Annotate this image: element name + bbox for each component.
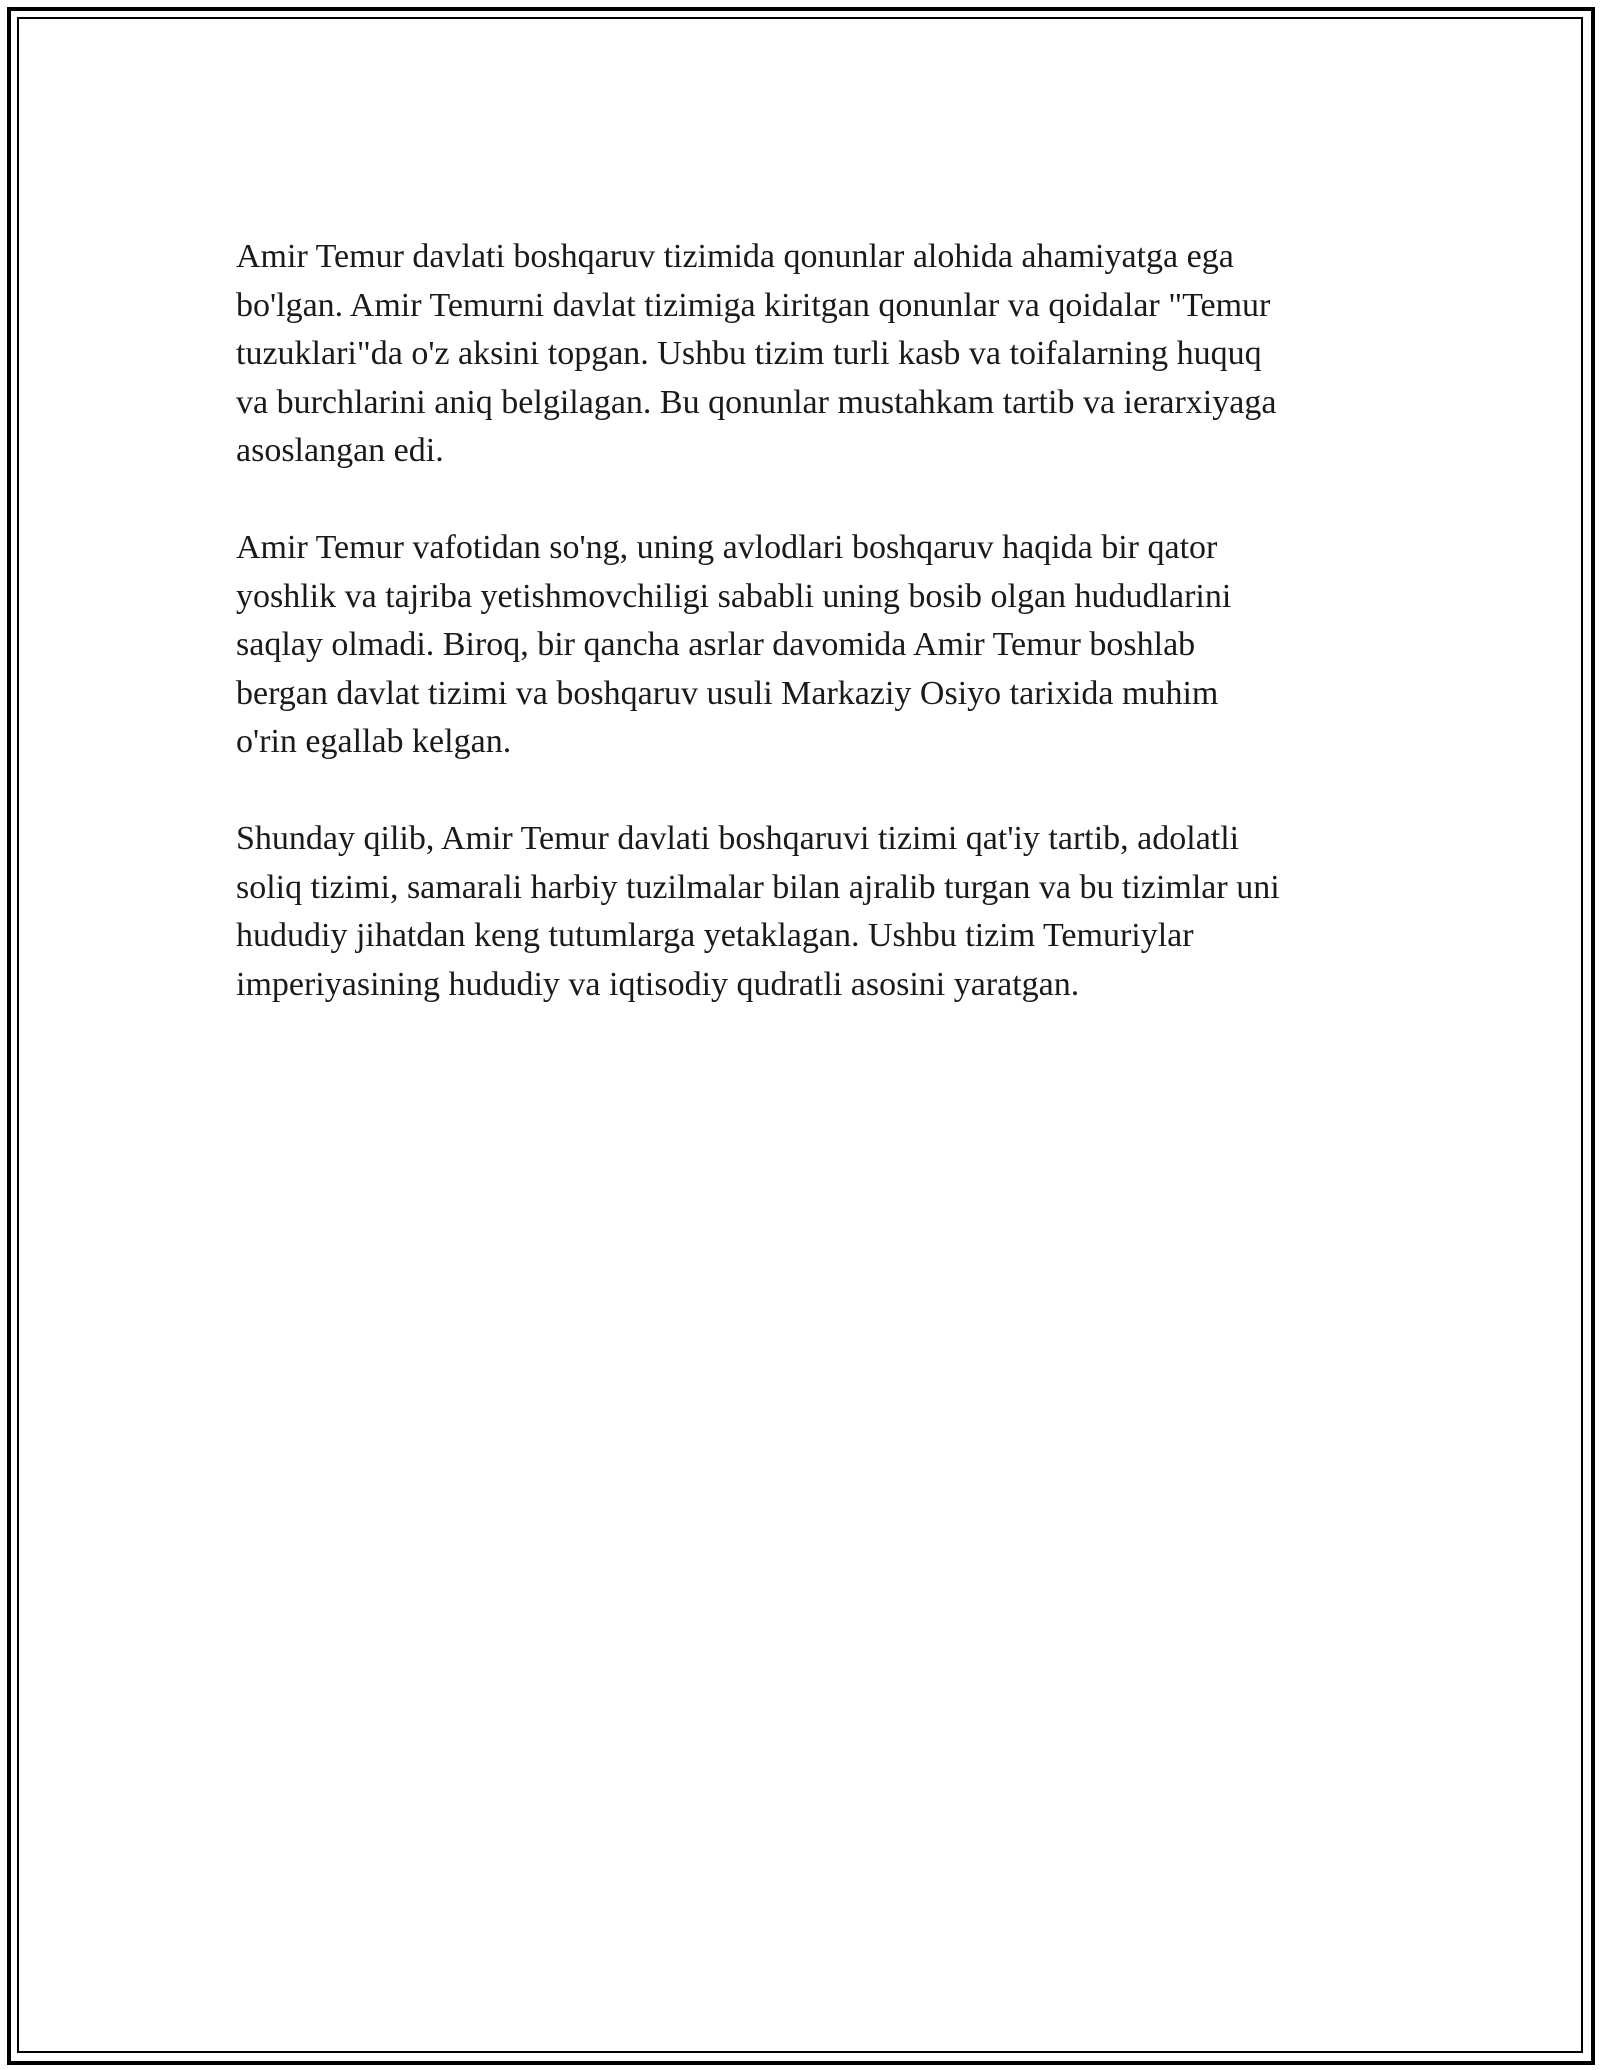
text-line: imperiyasining hududiy va iqtisodiy qudratli asosini yaratgan.	[236, 965, 1080, 1003]
paragraph-3	[236, 815, 1406, 1009]
paragraph-1	[236, 233, 1406, 476]
text-line: Amir Temur vafotidan so'ng, uning avlodlari boshqaruv haqida bir qator	[236, 529, 1218, 566]
text-line: tuzuklari"da o'z aksini topgan. Ushbu tizim turli kasb va toifalarning huquq	[236, 335, 1262, 372]
text-line: soliq tizimi, samarali harbiy tuzilmalar bilan ajralib turgan va bu tizimlar uni	[236, 868, 1280, 906]
text-line: va burchlarini aniq belgilagan. Bu qonunlar mustahkam tartib va ierarxiyaga	[236, 383, 1277, 421]
text-line: Shunday qilib, Amir Temur davlati boshqaruvi tizimi qat'iy tartib, adolatli	[236, 820, 1240, 857]
text-line: o'rin egallab kelgan.	[236, 723, 512, 760]
text-line: Amir Temur davlati boshqaruv tizimida qonunlar alohida ahamiyatga ega	[236, 238, 1234, 275]
text-line: saqlay olmadi. Biroq, bir qancha asrlar davomida Amir Temur boshlab	[236, 626, 1196, 663]
text-line: bergan davlat tizimi va boshqaruv usuli Markaziy Osiyo tarixida muhim	[236, 674, 1219, 712]
document-body	[236, 233, 1406, 1058]
text-line: asoslangan edi.	[236, 432, 444, 469]
paragraph-2	[236, 524, 1406, 767]
text-line: yoshlik va tajriba yetishmovchiligi sababli uning bosib olgan hududlarini	[236, 577, 1232, 615]
text-line: bo'lgan. Amir Temurni davlat tizimiga kiritgan qonunlar va qoidalar "Temur	[236, 286, 1271, 324]
text-line: hududiy jihatdan keng tutumlarga yetaklagan. Ushbu tizim Temuriylar	[236, 917, 1194, 954]
